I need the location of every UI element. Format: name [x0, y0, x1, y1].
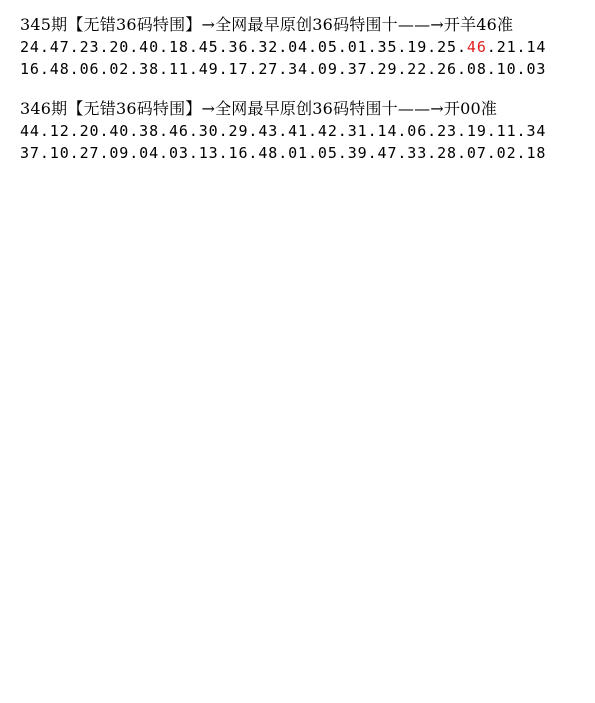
issue-346-header: 346期【无错36码特围】→全网最早原创36码特围十——→开00准	[20, 99, 498, 118]
issue-346-numbers-row-1: 44.12.20.40.38.46.30.29.43.41.42.31.14.06.23.19.11.34	[20, 122, 547, 140]
numbers-after-hit: .21.14	[486, 38, 547, 56]
issue-345-block	[20, 14, 580, 80]
numbers-before-hit: 24.47.23.20.40.18.45.36.32.04.05.01.35.19.25.	[20, 38, 467, 56]
hit-number: 46	[466, 38, 487, 56]
issue-345-numbers-row-2: 16.48.06.02.38.11.49.17.27.34.09.37.29.22.26.08.10.03	[20, 60, 547, 78]
issue-346-block	[20, 98, 580, 164]
issue-345-header: 345期【无错36码特围】→全网最早原创36码特围十——→开羊46准	[20, 15, 514, 34]
issue-346-numbers-row-2: 37.10.27.09.04.03.13.16.48.01.05.39.47.33.28.07.02.18	[20, 144, 547, 162]
issue-345-numbers-row-1	[20, 36, 580, 58]
